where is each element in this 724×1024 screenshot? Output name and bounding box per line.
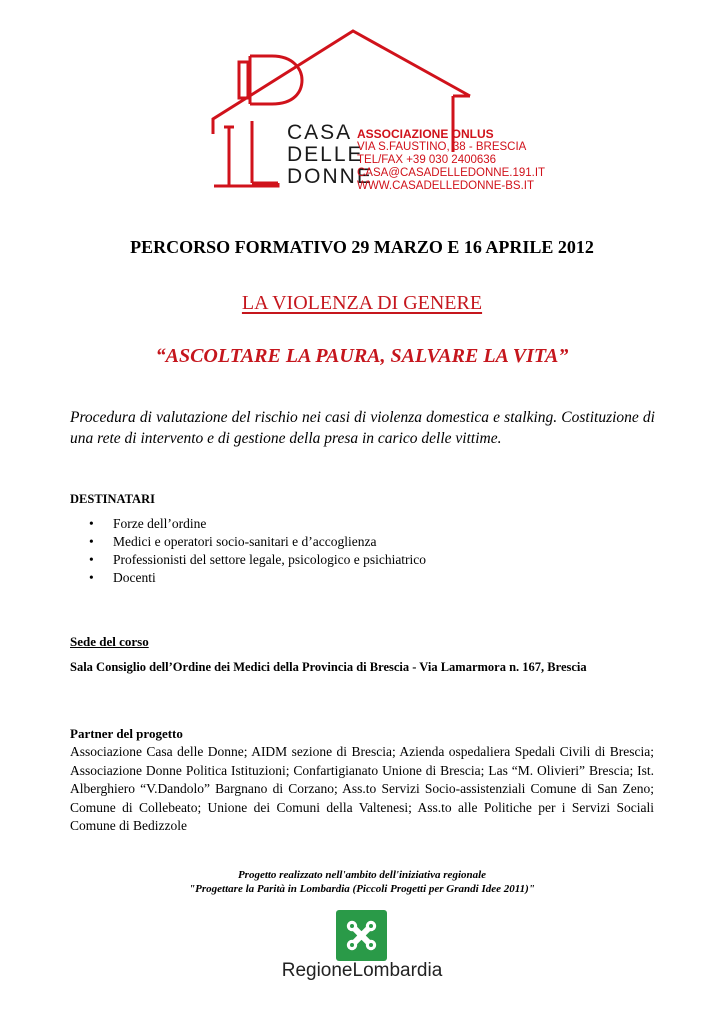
recipient-label: Docenti (113, 570, 156, 585)
bullet-icon: • (89, 552, 94, 567)
list-item (87, 569, 426, 587)
logo-word-casa: CASA (287, 121, 353, 144)
list-item (87, 515, 426, 533)
recipients-list (87, 515, 426, 587)
list-item (87, 551, 426, 569)
recipient-label: Professionisti del settore legale, psicologico e psichiatrico (113, 552, 427, 567)
tagline: “ASCOLTARE LA PAURA, SALVARE LA VITA” (155, 345, 569, 367)
main-title: LA VIOLENZA DI GENERE (241, 292, 483, 314)
list-item (87, 533, 426, 551)
regione-lombardia-wordmark: RegioneLombardia (281, 960, 443, 981)
association-address: VIA S.FAUSTINO, 38 - BRESCIA (357, 141, 527, 153)
partners-text: Associazione Casa delle Donne; AIDM sezione di Brescia; Azienda ospedaliera Spedali Civili di Brescia; Associazione Donne Politica Istituzioni; Confartigianato Unione di Brescia; Las “M. Olivieri” Brescia; Ist. Alberghiero “V.Dandolo” Bargnano di Corzano; Ass.to Servizi Socio-assistenziali Comune di San Zeno; Comune di Collebeato; Unione dei Comuni della Valtenesi; Ass.to alle Politiche per i Servizi Sociali Comune di Bedizzole (70, 744, 654, 833)
bullet-icon: • (89, 516, 94, 531)
bullet-icon: • (89, 570, 94, 585)
venue-heading: Sede del corso (70, 634, 149, 649)
logo-word-donne: DONNE (287, 165, 373, 188)
bullet-icon: • (89, 534, 94, 549)
association-website: WWW.CASADELLEDONNE-BS.IT (357, 180, 534, 192)
association-name: ASSOCIAZIONE ONLUS (357, 127, 494, 141)
regione-lombardia-logo-icon (336, 910, 387, 961)
course-description: Procedura di valutazione del rischio nei casi di violenza domestica e stalking. Costituzione di una rete di intervento e di gestione della presa in carico delle vittime. (70, 409, 655, 447)
recipient-label: Forze dell’ordine (113, 516, 207, 531)
footer-project-title: "Progettare la Parità in Lombardia (Piccoli Progetti per Grandi Idee 2011)" (189, 883, 535, 895)
footer-initiative-text: Progetto realizzato nell'ambito dell'iniziativa regionale (237, 869, 487, 881)
course-title: PERCORSO FORMATIVO 29 MARZO E 16 APRILE 2012 (130, 237, 594, 257)
recipient-label: Medici e operatori socio-sanitari e d’accoglienza (113, 534, 377, 549)
casa-delle-donne-logo (0, 0, 724, 210)
association-email: CASA@CASADELLEDONNE.191.IT (357, 167, 546, 179)
association-phone: TEL/FAX +39 030 2400636 (357, 154, 497, 166)
partners-heading: Partner del progetto (70, 726, 183, 741)
venue-text: Sala Consiglio dell’Ordine dei Medici della Provincia di Brescia - Via Lamarmora n. 167, Brescia (70, 660, 587, 674)
logo-word-delle: DELLE (287, 143, 364, 166)
recipients-heading: DESTINATARI (70, 492, 155, 506)
